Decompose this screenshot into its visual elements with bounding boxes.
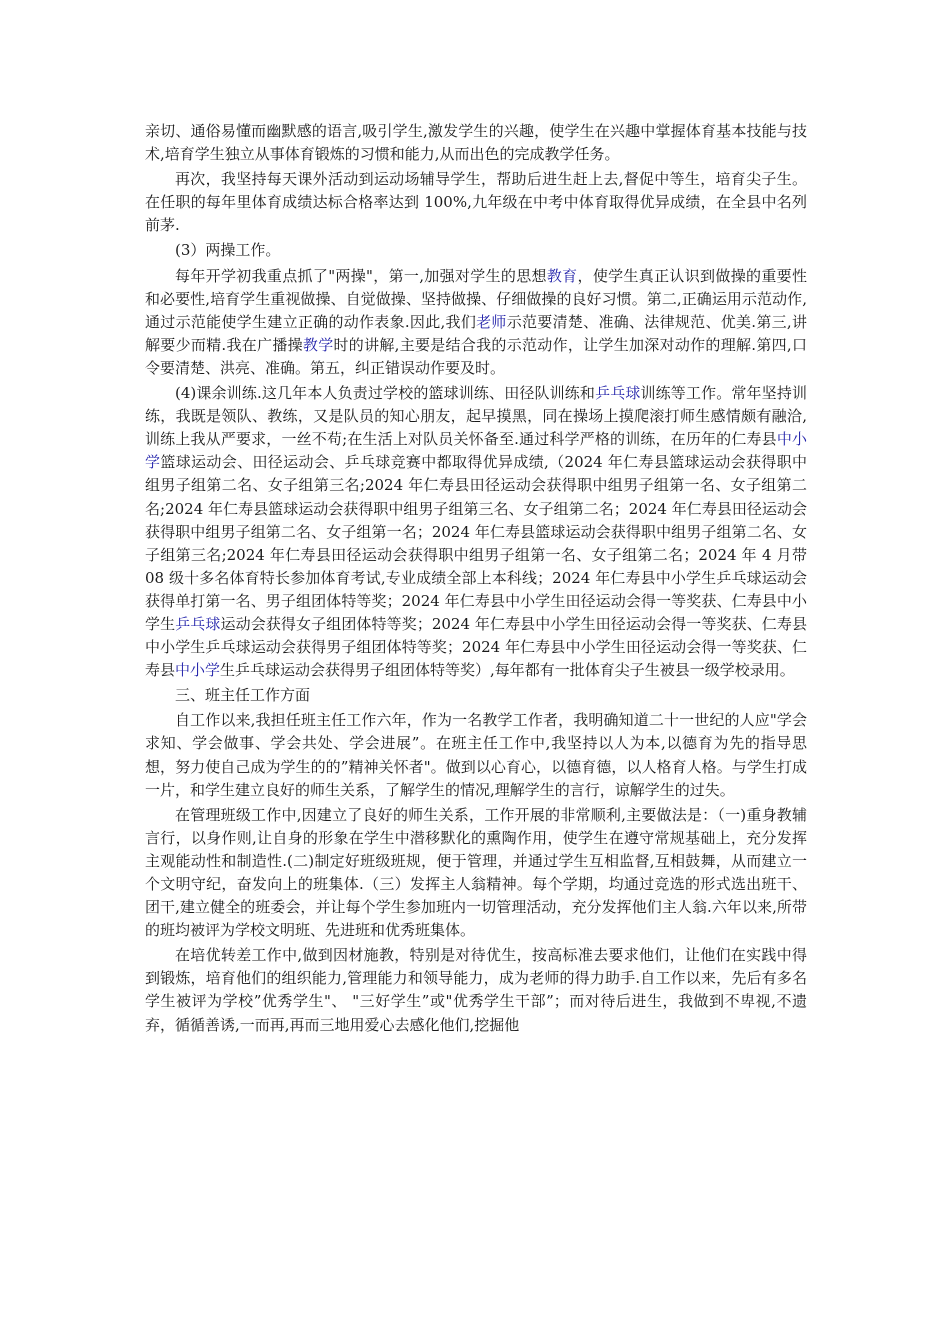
paragraph-text: 自工作以来,我担任班主任工作六年，作为一名教学工作者，我明确知道二十一世纪的人应"学会求知、学会做事、学会共处、学会进展”。在班主任工作中,我坚持以人为本,以德育为先的指导思想，努力使自己成为学生的的”精神关怀者"。做到以心育心，以德育德，以人格育人格。与学生打成一片，和学生建立良好的师生关系，了解学生的情况,理解学生的言行，谅解学生的过失。 — [145, 711, 807, 799]
paragraph-text: 示范要清楚、准确、法律规范、优美.第三,讲解要少而精.我在广播操 — [145, 312, 807, 354]
paragraph — [145, 168, 807, 237]
inline-keyword-link[interactable]: 乒乓球 — [175, 614, 221, 633]
paragraph-text: 篮球运动会、田径运动会、乒乓球竞赛中都取得优异成绩,（2024 年仁寿县篮球运动会获得职中组男子组第二名、女子组第三名;2024 年仁寿县田径运动会获得职中组男子组第一名、女子组第二名;2024 年仁寿县篮球运动会获得职中组男子组第三名、女子组第二名；2024 年仁寿县田径运动会获得职中组男子组第二名、女子组第一名；2024 年仁寿县篮球运动会获得职中组男子组第二名、女子组第三名;2024 年仁寿县田径运动会获得职中组男子组第一名、女子组第二名；2024 年 4 月带 08 级十多名体育特长参加体育考试,专业成绩全部上本科线；2024 年仁寿县中小学生乒乓球运动会获得单打第一名、男子组团体特等奖；2024 年仁寿县中小学生田径运动会得一等奖获、仁寿县中小学生 — [145, 453, 807, 633]
paragraph-text: (4)课余训练.这几年本人负责过学校的篮球训练、田径队训练和 — [175, 384, 596, 403]
paragraph-text: 三、班主任工作方面 — [175, 686, 311, 705]
inline-keyword-link[interactable]: 乒乓球 — [595, 384, 641, 403]
paragraph-text: 每年开学初我重点抓了"两操"，第一,加强对学生的思想 — [175, 266, 547, 285]
paragraph-text: 运动会获得女子组团体特等奖；2024 年仁寿县中小学生田径运动会得一等奖获、仁寿县中小学生乒乓球运动会获得男子组团体特等奖；2024 年仁寿县中小学生田径运动会得一等奖获、仁寿县 — [145, 614, 807, 680]
inline-keyword-link[interactable]: 中小学 — [145, 430, 807, 472]
inline-keyword-link[interactable]: 老师 — [476, 312, 507, 331]
paragraph — [145, 684, 807, 707]
paragraph — [145, 709, 807, 801]
paragraph — [145, 944, 807, 1036]
inline-keyword-link[interactable]: 教学 — [302, 335, 334, 354]
paragraph-text: 训练等工作。常年坚持训练，我既是领队、教练，又是队员的知心朋友，起早摸黑，同在操场上摸爬滚打师生感情颇有融洽,训练上我从严要求，一丝不苟;在生活上对队员关怀备至.通过科学严格的训练，在历年的仁寿县 — [145, 384, 807, 449]
paragraph — [145, 382, 807, 682]
paragraph — [145, 804, 807, 943]
paragraph-text: 再次，我坚持每天课外活动到运动场辅导学生，帮助后进生赶上去,督促中等生，培育尖子生。在任职的每年里体育成绩达标合格率达到 100%,九年级在中考中体育取得优异成绩，在全县中名列前茅. — [145, 170, 807, 235]
paragraph-text: 在培优转差工作中,做到因材施教，特别是对待优生，按高标准去要求他们，让他们在实践中得到锻炼，培育他们的组织能力,管理能力和领导能力，成为老师的得力助手.自工作以来，先后有多名学生被评为学校”优秀学生"、 "三好学生”或"优秀学生干部”；而对待后进生，我做到不卑视,不遗弃，循循善诱,一而再,再而三地用爱心去感化他们,挖掘他 — [145, 946, 807, 1034]
paragraph — [145, 265, 807, 380]
paragraph-text: ，使学生真正认识到做操的重要性和必要性,培育学生重视做操、自觉做操、坚持做操、仔细做操的良好习惯。第二,正确运用示范动作,通过示范能使学生建立正确的动作表象.因此,我们 — [145, 266, 807, 331]
paragraph-text: 在管理班级工作中,因建立了良好的师生关系，工作开展的非常顺利,主要做法是：（一)重身教辅言行，以身作则,让自身的形象在学生中潜移默化的熏陶作用，使学生在遵守常规基础上，充分发挥主观能动性和制造性.(二)制定好班级班规，便于管理，并通过学生互相监督,互相鼓舞，从而建立一个文明守纪，奋发向上的班集体.（三）发挥主人翁精神。每个学期，均通过竞选的形式选出班干、团干,建立健全的班委会，并让每个学生参加班内一切管理活动，充分发挥他们主人翁.六年以来,所带的班均被评为学校文明班、先进班和优秀班集体。 — [145, 805, 807, 940]
paragraph — [145, 120, 807, 166]
paragraph-text: 亲切、通俗易懂而幽默感的语言,吸引学生,激发学生的兴趣，使学生在兴趣中掌握体育基本技能与技术,培育学生独立从事体育锻炼的习惯和能力,从而出色的完成教学任务。 — [145, 122, 807, 164]
paragraph — [145, 239, 807, 262]
paragraph-text: 时的讲解,主要是结合我的示范动作，让学生加深对动作的理解.第四,口令要清楚、洪亮、准确。第五，纠正错误动作要及时。 — [145, 335, 807, 377]
paragraph-text: 生乒乓球运动会获得男子组团体特等奖）,每年都有一批体育尖子生被县一级学校录用。 — [220, 661, 795, 680]
paragraph-text: (3）两操工作。 — [175, 241, 281, 260]
inline-keyword-link[interactable]: 中小学 — [175, 661, 221, 680]
inline-keyword-link[interactable]: 教育 — [546, 266, 578, 285]
document-page — [145, 120, 807, 1039]
